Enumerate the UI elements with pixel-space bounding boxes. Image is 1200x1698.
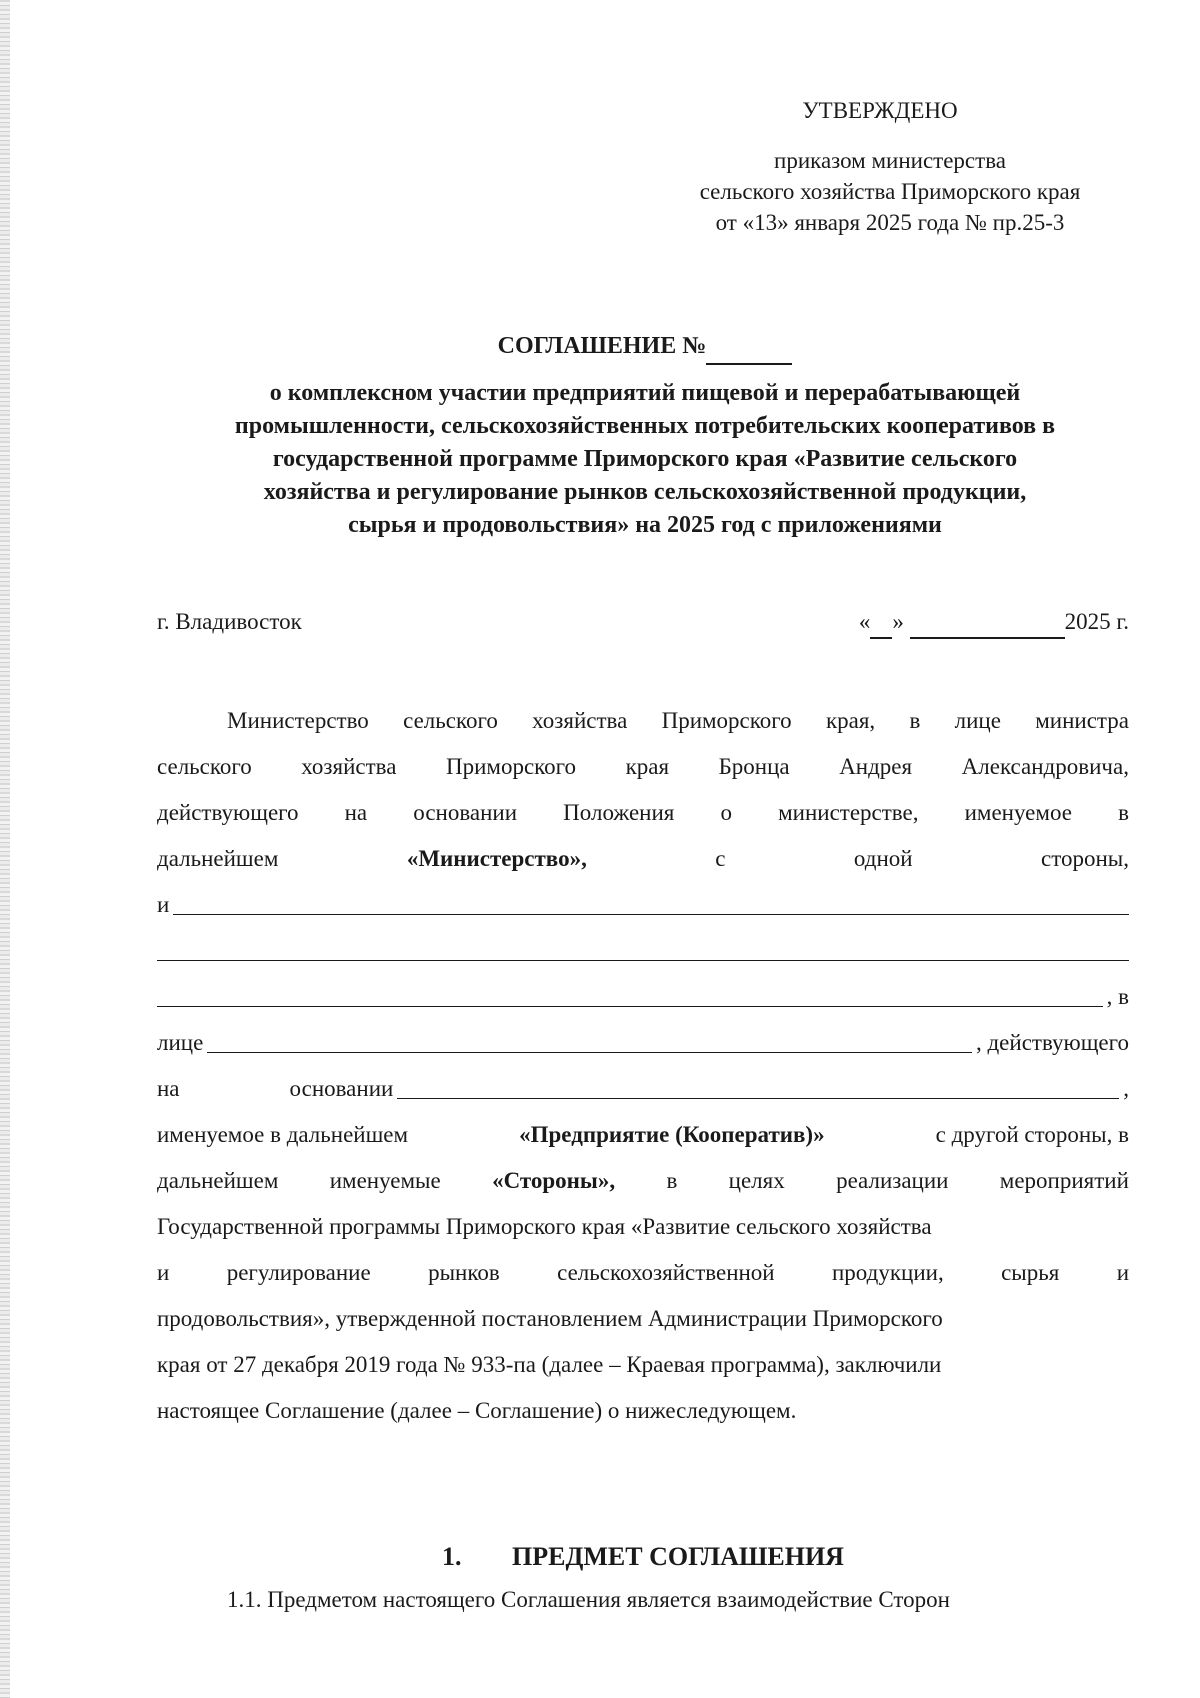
approval-heading: УТВЕРЖДЕНО <box>802 98 958 123</box>
word: в <box>666 1168 678 1193</box>
word: с <box>715 846 726 871</box>
word: на <box>157 1076 180 1101</box>
preamble-line-12 <box>157 1204 1129 1250</box>
preamble-line-5 <box>157 882 1129 928</box>
word: и <box>157 892 170 917</box>
word: основании <box>289 1076 394 1101</box>
approval-line-1: приказом министерства <box>774 148 1006 173</box>
line-text: продовольствия», утвержденной постановлением Администрации Приморского <box>157 1306 943 1331</box>
word: дальнейшем <box>157 846 279 871</box>
word: Министерство <box>227 708 369 733</box>
word: лице <box>954 708 1001 733</box>
word: дальнейшем <box>157 1168 279 1193</box>
word: рынков <box>428 1260 500 1285</box>
word: , <box>1123 1076 1129 1101</box>
line-text: края от 27 декабря 2019 года № 933-па (далее – Краевая программа), заключили <box>157 1352 942 1377</box>
agreement-subtitle-line-5: сырья и продовольствия» на 2025 год с приложениями <box>348 512 942 538</box>
word: основании <box>413 800 518 825</box>
agreement-preamble <box>157 698 1129 1434</box>
word: министерстве, <box>778 800 919 825</box>
date-field <box>859 607 1129 639</box>
word: лице <box>157 1030 204 1055</box>
word: хозяйства <box>532 708 628 733</box>
word: о <box>720 800 732 825</box>
word: Александровича, <box>961 754 1129 779</box>
word: края <box>625 754 670 779</box>
word: и <box>157 1260 170 1285</box>
agreement-number-line <box>140 330 1150 365</box>
word: действующего <box>157 800 299 825</box>
line-text: настоящее Соглашение (далее – Соглашение) о нижеследующем. <box>157 1398 797 1423</box>
word: реализации <box>836 1168 949 1193</box>
word: стороны, <box>1041 846 1129 871</box>
word: именуемое <box>964 800 1072 825</box>
word: , действующего <box>975 1030 1129 1055</box>
preamble-line-15 <box>157 1342 1129 1388</box>
party-name-blank-2 <box>157 960 1129 961</box>
place: г. Владивосток <box>157 609 302 634</box>
party-name-blank-1 <box>173 914 1129 915</box>
section-1-number: 1. <box>442 1542 462 1571</box>
approval-line-2: сельского хозяйства Приморского края <box>699 179 1081 204</box>
preamble-line-1 <box>157 698 1129 744</box>
preamble-line-3 <box>157 790 1129 836</box>
agreement-subtitle-line-1: о комплексном участии предприятий пищевой и перерабатывающей <box>269 380 1021 406</box>
word: продукции, <box>832 1260 944 1285</box>
preamble-line-8 <box>157 1020 1129 1066</box>
word: в <box>909 708 921 733</box>
word: с другой стороны, в <box>935 1122 1129 1147</box>
word: хозяйства <box>301 754 397 779</box>
date-day-blank <box>870 607 892 639</box>
agreement-title <box>140 330 1150 542</box>
word: края, <box>825 708 876 733</box>
parties-term: «Стороны», <box>492 1168 616 1193</box>
word: , в <box>1106 984 1129 1009</box>
agreement-subtitle-line-2: промышленности, сельскохозяйственных потребительских кооперативов в <box>234 413 1056 439</box>
word: сельского <box>403 708 498 733</box>
clause-1-1-text: 1.1. Предметом настоящего Соглашения является взаимодействие Сторон <box>227 1587 950 1612</box>
date-close-quote: » <box>892 609 904 634</box>
word: в <box>1118 800 1129 825</box>
section-1-clause-1-1 <box>157 1583 1129 1617</box>
party-name-blank-3 <box>157 1006 1103 1007</box>
word: сырья <box>1001 1260 1060 1285</box>
word: Андрея <box>839 754 913 779</box>
word: одной <box>853 846 913 871</box>
preamble-line-7 <box>157 974 1129 1020</box>
word: именуемые <box>329 1168 441 1193</box>
line-text: Государственной программы Приморского края «Развитие сельского хозяйства <box>157 1214 932 1239</box>
preamble-line-6 <box>157 928 1129 974</box>
word: на <box>344 800 368 825</box>
approval-stamp <box>640 95 1140 238</box>
agreement-number-blank <box>706 330 792 365</box>
word: и <box>1116 1260 1129 1285</box>
word: именуемое в дальнейшем <box>157 1122 409 1147</box>
preamble-line-13 <box>157 1250 1129 1296</box>
section-1-title: ПРЕДМЕТ СОГЛАШЕНИЯ <box>512 1542 844 1571</box>
preamble-line-2 <box>157 744 1129 790</box>
representative-blank <box>207 1052 972 1053</box>
word: Бронца <box>718 754 790 779</box>
word: сельскохозяйственной <box>557 1260 775 1285</box>
date-month-blank <box>910 607 1065 639</box>
word: министра <box>1035 708 1129 733</box>
agreement-subtitle-line-4: хозяйства и регулирование рынков сельскохозяйственной продукции, <box>263 479 1027 505</box>
word: Приморского <box>661 708 792 733</box>
preamble-line-16 <box>157 1388 1129 1434</box>
word: сельского <box>157 754 252 779</box>
word: мероприятий <box>999 1168 1129 1193</box>
basis-blank <box>397 1098 1119 1099</box>
preamble-line-14 <box>157 1296 1129 1342</box>
word: целях <box>728 1168 785 1193</box>
date-open-quote: « <box>858 609 871 634</box>
agreement-subtitle-line-3: государственной программе Приморского края «Развитие сельского <box>272 446 1018 472</box>
enterprise-party-name: «Предприятие (Кооператив)» <box>519 1122 825 1147</box>
preamble-line-11 <box>157 1158 1129 1204</box>
preamble-line-4 <box>157 836 1129 882</box>
word: Положения <box>563 800 675 825</box>
preamble-line-9 <box>157 1066 1129 1112</box>
date-year: 2025 г. <box>1064 609 1129 634</box>
preamble-line-10 <box>157 1112 1129 1158</box>
place-date-line <box>157 607 1129 637</box>
agreement-label: СОГЛАШЕНИЕ № <box>497 333 707 359</box>
word: Приморского <box>445 754 577 779</box>
approval-line-3: от «13» января 2025 года № пр.25-3 <box>715 210 1065 235</box>
ministry-party-name: «Министерство», <box>406 846 587 871</box>
word: регулирование <box>226 1260 371 1285</box>
section-1-heading <box>157 1540 1129 1574</box>
